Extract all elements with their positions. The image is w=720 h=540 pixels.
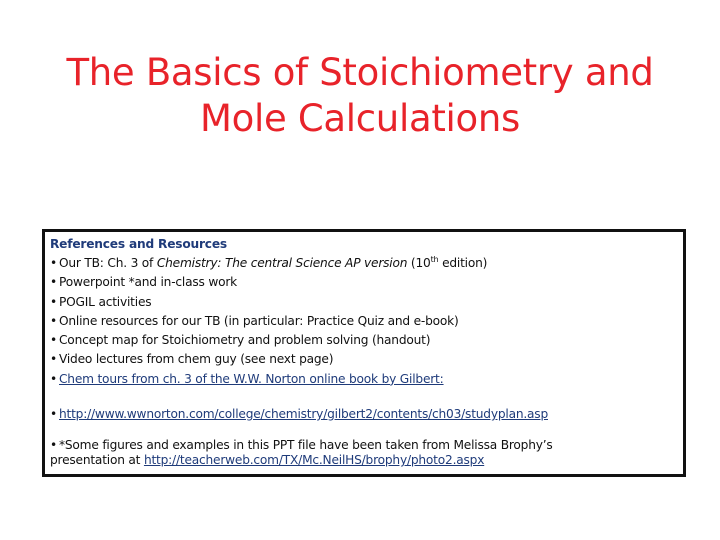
note-text: presentation at (50, 453, 144, 468)
credit-note-line-2 (50, 453, 683, 468)
item-text: (10 (407, 256, 431, 270)
bullet: • (50, 294, 57, 309)
bullet: • (50, 333, 57, 348)
list-item (50, 254, 683, 273)
superscript: th (430, 254, 439, 264)
item-text: Our TB: Ch. 3 of (59, 256, 157, 270)
item-text: Video lectures from chem guy (see next page) (59, 352, 334, 367)
bullet: • (50, 407, 57, 422)
title-line-1: The Basics of Stoichiometry and (66, 51, 654, 94)
list-item (50, 331, 683, 350)
norton-url-link[interactable]: http://www.wwnorton.com/college/chemistry/gilbert2/contents/ch03/studyplan.asp (59, 407, 548, 422)
chem-tours-link[interactable]: Chem tours from ch. 3 of the W.W. Norton online book by Gilbert: (59, 371, 444, 386)
list-item (50, 312, 683, 331)
item-text: Online resources for our TB (in particular: Practice Quiz and e-book) (59, 313, 459, 328)
note-text: *Some figures and examples in this PPT file have been taken from Melissa Brophy’s (59, 438, 553, 453)
bullet: • (50, 313, 57, 328)
bullet: • (50, 275, 57, 290)
bullet: • (50, 256, 57, 270)
list-item (50, 293, 683, 312)
bullet: • (50, 352, 57, 367)
book-title: Chemistry: The central Science AP version (156, 256, 408, 270)
item-text: Concept map for Stoichiometry and problem solving (handout) (59, 333, 431, 348)
item-text: Powerpoint *and in-class work (59, 275, 238, 290)
bullet: • (50, 371, 57, 386)
slide-title (40, 50, 680, 142)
references-box (42, 229, 686, 477)
credit-note (50, 438, 683, 453)
list-item (50, 370, 683, 389)
item-text: edition) (438, 256, 488, 270)
spacer (50, 424, 683, 438)
teacherweb-url-link[interactable]: http://teacherweb.com/TX/Mc.NeilHS/brophy/photo2.aspx (143, 453, 485, 468)
list-item (50, 350, 683, 369)
spacer (50, 389, 683, 405)
bullet: • (50, 438, 57, 453)
item-text: POGIL activities (59, 294, 152, 309)
title-line-2: Mole Calculations (200, 97, 520, 140)
references-heading: References and Resources (50, 237, 227, 251)
list-item (50, 405, 683, 424)
list-item (50, 273, 683, 292)
